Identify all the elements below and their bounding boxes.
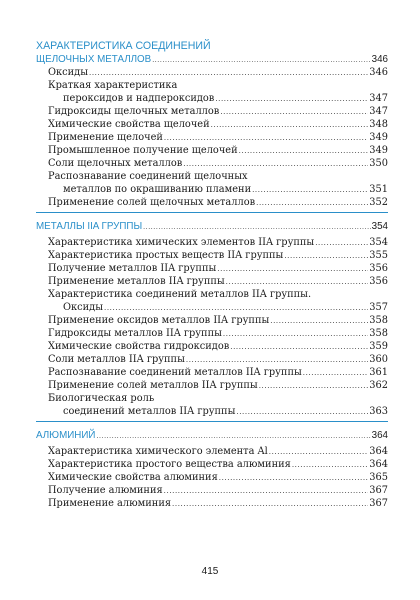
toc-entry[interactable] [36,458,388,471]
dot-leader [217,264,368,275]
toc-entry[interactable] [36,144,388,157]
toc-entry[interactable] [36,105,388,118]
entry-page-number: 357 [369,302,388,313]
entry-page-number: 349 [369,132,388,143]
section-title-row[interactable] [36,429,388,442]
entry-page-number: 356 [369,276,388,287]
section-title-line2: ЩЕЛОЧНЫХ МЕТАЛЛОВ [36,54,152,65]
entry-page-number: 363 [369,406,388,417]
entry-page-number: 365 [369,472,388,483]
toc-entry[interactable] [36,249,388,262]
entry-text-line1[interactable]: Краткая характеристика [48,80,178,91]
entry-text: Соли металлов IIA группы [48,354,185,365]
dot-leader [211,120,369,131]
entry-page-number: 346 [369,67,388,78]
toc-entry[interactable] [36,157,388,170]
dot-leader [252,185,368,196]
entry-text: Характеристика простого вещества алюминия [48,459,291,470]
toc-entry[interactable] [36,131,388,144]
entry-text: Применение солей металлов IIA группы [48,380,258,391]
toc-entry[interactable] [36,118,388,131]
entry-page-number: 347 [369,93,388,104]
toc-entry[interactable] [36,405,388,418]
entry-text: Получение металлов IIA группы [48,263,217,274]
dot-leader [226,277,369,288]
toc-entry[interactable] [36,366,388,379]
dot-leader [236,407,368,418]
entry-text: Применение оксидов металлов IIA группы [48,315,270,326]
toc-entry[interactable] [36,353,388,366]
entry-text: Химические свойства алюминия [48,472,218,483]
entry-text: Характеристика химических элементов IIA группы [48,237,315,248]
entry-text: Гидроксиды металлов IIA группы [48,328,222,339]
dot-leader [186,355,368,366]
dot-leader [259,381,369,392]
toc-entry[interactable] [36,445,388,458]
entry-page-number: 347 [369,106,388,117]
dot-leader [220,107,368,118]
toc-entry[interactable] [36,275,388,288]
entry-text-line1[interactable]: Биологическая роль [48,393,155,404]
entry-text: пероксидов и надпероксидов [63,93,215,104]
dot-leader [219,473,369,484]
dot-leader [303,368,369,379]
table-of-contents [36,40,388,510]
toc-entry[interactable] [36,471,388,484]
entry-page-number: 364 [369,459,388,470]
dot-leader [104,303,368,314]
dot-leader [152,55,370,66]
entry-page-number: 362 [369,380,388,391]
section-title: МЕТАЛЛЫ IIA ГРУППЫ [36,221,143,232]
toc-entry[interactable] [36,497,388,510]
entry-page-number: 361 [369,367,388,378]
toc-entry[interactable] [36,183,388,196]
section-title: АЛЮМИНИЙ [36,430,96,441]
section-divider [36,421,388,422]
entry-text: Химические свойства щелочей [48,119,210,130]
dot-leader [143,222,371,233]
entry-text: Характеристика химического элемента Al [48,446,268,457]
toc-entry[interactable] [36,196,388,209]
dot-leader [172,499,368,510]
dot-leader [270,316,368,327]
dot-leader [89,68,368,79]
entry-text: Гидроксиды щелочных металлов [48,106,220,117]
entry-text: Химические свойства гидроксидов [48,341,230,352]
entry-text-line1[interactable]: Характеристика соединений металлов IIA группы. [48,289,312,300]
toc-entry[interactable] [36,236,388,249]
entry-page-number: 367 [369,498,388,509]
entry-text: Распознавание соединений металлов IIA группы [48,367,302,378]
toc-entry[interactable] [36,262,388,275]
toc-entry[interactable] [36,484,388,497]
dot-leader [256,198,368,209]
entry-page-number: 348 [369,119,388,130]
entry-text: Применение щелочей [48,132,163,143]
entry-page-number: 367 [369,485,388,496]
section-page-number: 354 [371,221,388,232]
toc-section-alkali-compounds [36,40,388,209]
toc-entry[interactable] [36,314,388,327]
entry-text: Характеристика простых веществ IIA группы [48,250,284,261]
entry-text: Применение солей щелочных металлов [48,197,256,208]
dot-leader [315,238,368,249]
entry-page-number: 359 [369,341,388,352]
toc-section-group-2a-metals [36,220,388,418]
section-page-number: 346 [371,54,388,65]
section-title-row[interactable] [36,53,388,66]
entry-text: Оксиды [48,67,89,78]
entry-text: Применение алюминия [48,498,172,509]
dot-leader [239,146,369,157]
entry-page-number: 351 [369,184,388,195]
entry-page-number: 355 [369,250,388,261]
toc-entry[interactable] [36,301,388,314]
entry-text-line1[interactable]: Распознавание соединений щелочных [48,171,248,182]
dot-leader [164,486,369,497]
entry-text: Соли щелочных металлов [48,158,183,169]
entry-page-number: 358 [369,315,388,326]
section-page-number: 364 [371,430,388,441]
entry-text: соединений металлов IIA группы [63,406,236,417]
entry-page-number: 354 [369,237,388,248]
entry-page-number: 356 [369,263,388,274]
entry-page-number: 360 [369,354,388,365]
entry-page-number: 364 [369,446,388,457]
entry-text: Получение алюминия [48,485,163,496]
page-number: 415 [201,566,219,577]
toc-entry[interactable] [36,92,388,105]
entry-text: Промышленное получение щелочей [48,145,238,156]
toc-entry[interactable] [36,379,388,392]
dot-leader [223,329,368,340]
dot-leader [164,133,368,144]
entry-page-number: 358 [369,328,388,339]
dot-leader [269,447,369,458]
toc-entry[interactable] [36,340,388,353]
dot-leader [230,342,368,353]
section-title-line1[interactable]: ХАРАКТЕРИСТИКА СОЕДИНЕНИЙ [36,40,211,52]
dot-leader [183,159,368,170]
dot-leader [284,251,368,262]
dot-leader [215,94,368,105]
entry-text: Применение металлов IIA группы [48,276,225,287]
toc-entry[interactable] [36,327,388,340]
toc-section-aluminium [36,429,388,510]
dot-leader [96,431,370,442]
entry-text: Оксиды [63,302,104,313]
section-title-row[interactable] [36,220,388,233]
dot-leader [292,460,368,471]
entry-page-number: 349 [369,145,388,156]
entry-text: металлов по окрашиванию пламени [63,184,252,195]
toc-entry[interactable] [36,66,388,79]
section-divider [36,212,388,213]
entry-page-number: 350 [369,158,388,169]
entry-page-number: 352 [369,197,388,208]
